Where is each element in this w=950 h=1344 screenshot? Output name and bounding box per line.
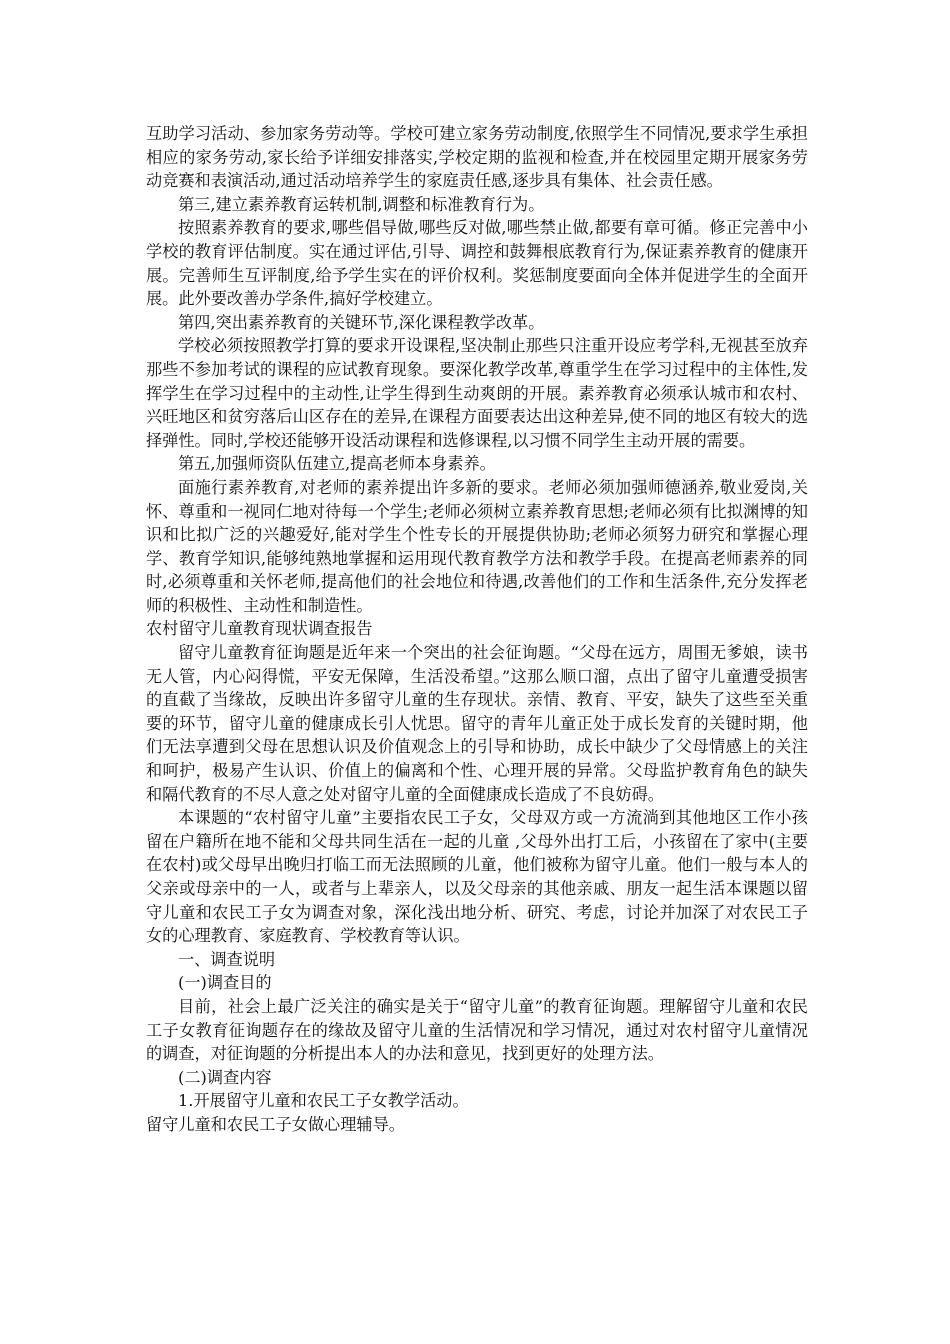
heading-survey-content: (二)调查内容	[178, 1067, 272, 1087]
paragraph-evaluation-system: 按照素养教育的要求,哪些倡导做,哪些反对做,哪些禁止做,都要有章可循。修正完善中小学校的教育评估制度。实在通过评估,引导、调控和鼓舞根底教育行为,保证素养教育的健康开展。完善师生互评制度,给予学生实在的评价权利。奖惩制度要面向全体并促进学生的全面开展。此外要改善办学条件,搞好学校建立。	[146, 218, 808, 309]
heading-third-point: 第三,建立素养教育运转机制,调整和标准教育行为。	[178, 194, 545, 214]
heading-survey-description: 一、调查说明	[178, 949, 276, 969]
document-page	[146, 122, 808, 1137]
paragraph-curriculum-reform: 学校必须按照教学打算的要求开设课程,坚决制止那些只注重开设应考学科,无视甚至放弃那些不参加考试的课程的应试教育现象。要深化教学改革,尊重学生在学习过程中的主体性,发挥学生在学习过程中的主动性,让学生得到生动爽朗的开展。素养教育必须承认城市和农村、兴旺地区和贫穷落后山区存在的差异,在课程方面要表达出这种差异,使不同的地区有较大的选择弹性。同时,学校还能够开设活动课程和选修课程,以习惯不同学生主动开展的需要。	[146, 336, 808, 450]
paragraph-teacher-quality: 面施行素养教育,对老师的素养提出许多新的要求。老师必须加强师德涵养,敬业爱岗,关怀、尊重和一视同仁地对待每一个学生;老师必须树立素养教育思想;老师必须有比拟渊博的知识和比拟广泛的兴趣爱好,能对学生个性专长的开展提供协助;老师必须努力研究和掌握心理学、教育学知识,能够纯熟地掌握和运用现代教育教学方法和教学手段。在提高老师素养的同时,必须尊重和关怀老师,提高他们的社会地位和待遇,改善他们的工作和生活条件,充分发挥老师的积极性、主动性和制造性。	[146, 477, 808, 615]
list-item-psychological-counseling: 留守儿童和农民工子女做心理辅导。	[146, 1114, 405, 1134]
paragraph-household-labor: 互助学习活动、参加家务劳动等。学校可建立家务劳动制度,依照学生不同情况,要求学生承担相应的家务劳动,家长给予详细安排落实,学校定期的监视和检查,并在校园里定期开展家务劳动竞赛和表演活动,通过活动培养学生的家庭责任感,逐步具有集体、社会责任感。	[146, 124, 808, 191]
report-title: 农村留守儿童教育现状调查报告	[146, 619, 373, 639]
heading-survey-purpose: (一)调查目的	[178, 973, 272, 993]
heading-fifth-point: 第五,加强师资队伍建立,提高老师本身素养。	[178, 454, 496, 474]
paragraph-survey-purpose: 目前，社会上最广泛关注的确实是关于“留守儿童”的教育征询题。理解留守儿童和农民工子女教育征询题存在的缘故及留守儿童的生活情况和学习情况，通过对农村留守儿童情况的调查，对征询题的分析提出本人的办法和意见，找到更好的处理方法。	[146, 996, 808, 1064]
list-item-teaching-activities: 1.开展留守儿童和农民工子女教学活动。	[178, 1091, 469, 1111]
paragraph-topic-definition: 本课题的“农村留守儿童”主要指农民工子女，父母双方或一方流淌到其他地区工作小孩留在户籍所在地不能和父母共同生活在一起的儿童 ,父母外出打工后，小孩留在了家中(主要在农村)或父母早出晚归打临工而无法照顾的儿童，他们被称为留守儿童。他们一般与本人的父亲或母亲中的一人，或者与上辈亲人，以及父母亲的其他亲戚、朋友一起生活本课题以留守儿童和农民工子女为调查对象，深化浅出地分析、研究、考虑，讨论并加深了对农民工子女的心理教育、家庭教育、学校教育等认识。	[146, 808, 808, 946]
heading-fourth-point: 第四,突出素养教育的关键环节,深化课程教学改革。	[178, 312, 545, 332]
paragraph-left-behind-problem: 留守儿童教育征询题是近年来一个突出的社会征询题。“父母在远方，周围无爹娘，读书无人管，内心闷得慌，平安无保障，生活没希望。”这那么顺口溜，点出了留守儿童遭受损害的直截了当缘故，反映出许多留守儿童的生存现状。亲情、教育、平安，缺失了这些至关重要的环节，留守儿童的健康成长引人忧思。留守的青年儿童正处于成长发育的关键时期，他们无法享遭到父母在思想认识及价值观念上的引导和协助，成长中缺少了父母情感上的关注和呵护，极易产生认识、价值上的偏离和个性、心理开展的异常。父母监护教育角色的缺失和隔代教育的不尽人意之处对留守儿童的全面健康成长造成了不良妨碍。	[146, 643, 808, 804]
